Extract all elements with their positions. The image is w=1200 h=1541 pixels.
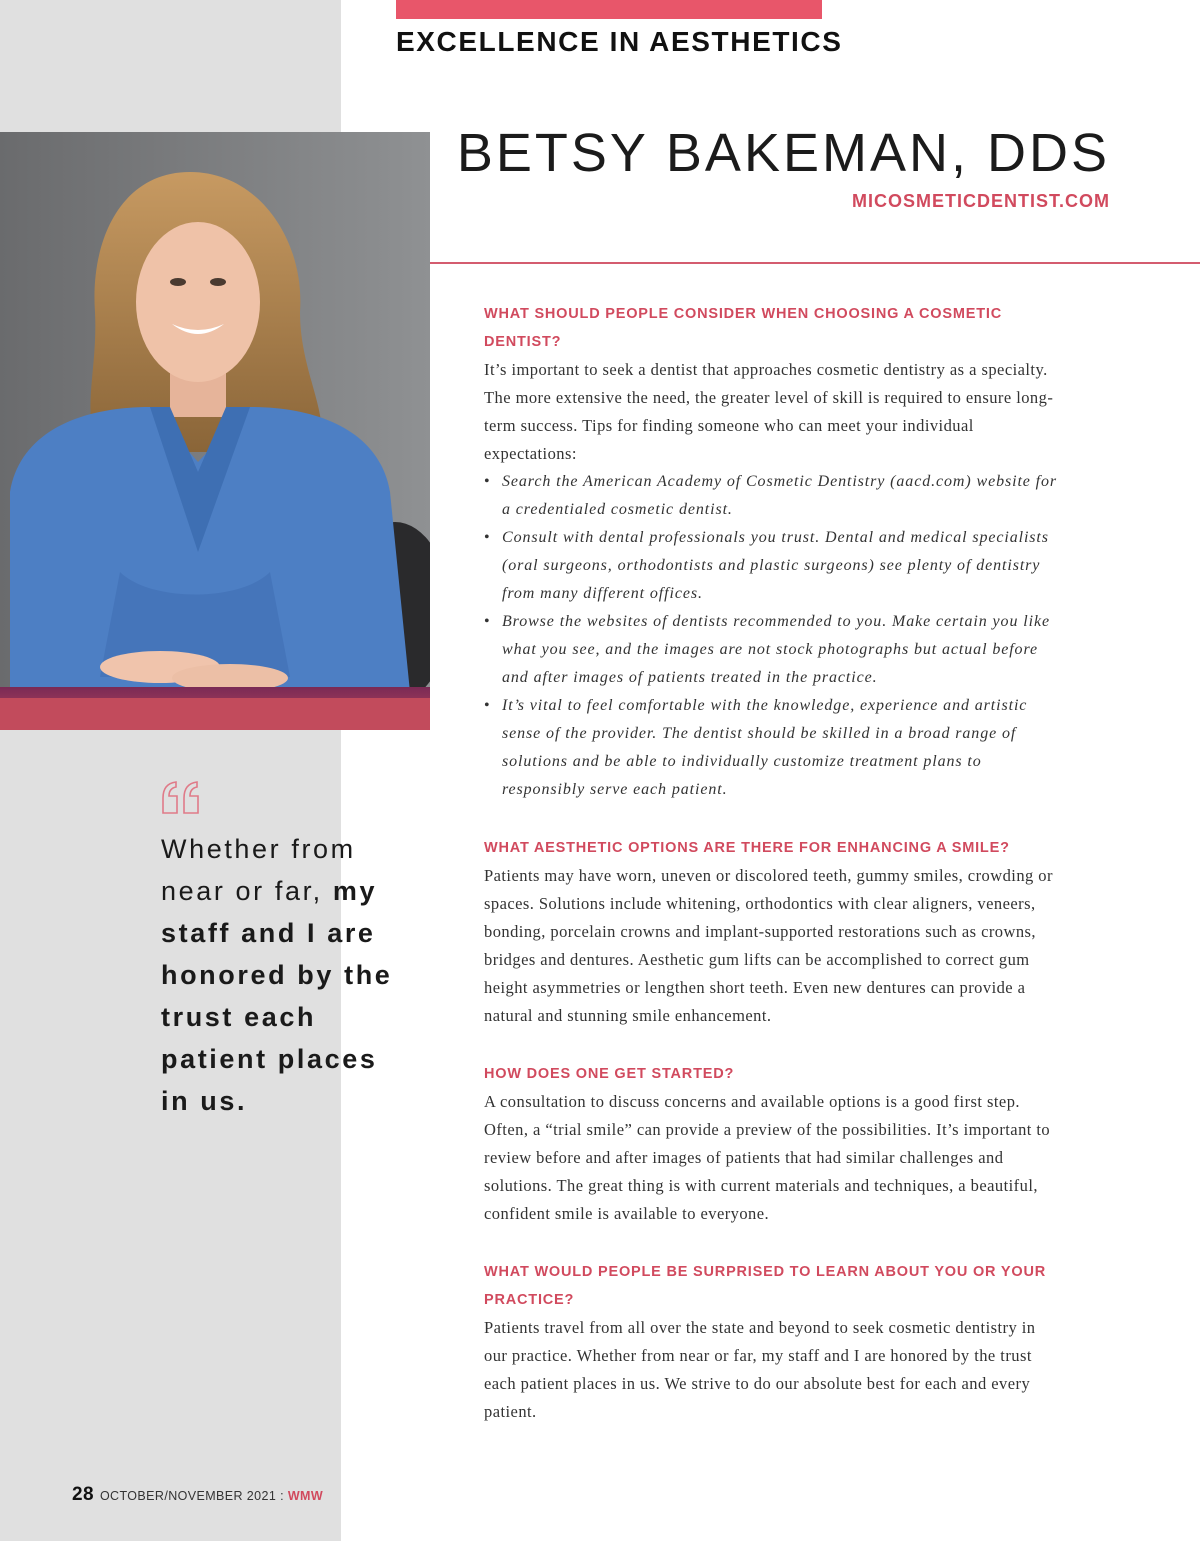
qa-section xyxy=(484,1258,1062,1426)
question-heading: WHAT AESTHETIC OPTIONS ARE THERE FOR ENHANCING A SMILE? xyxy=(484,840,1010,856)
portrait-photo xyxy=(0,132,430,730)
list-item: • Consult with dental professionals you trust. Dental and medical specialists (oral surgeons, orthodontists and plastic surgeons) see plenty of dentistry from many different offices. xyxy=(484,524,1062,608)
answer-text: A consultation to discuss concerns and available options is a good first step. Often, a “trial smile” can provide a preview of the possibilities. It’s important to review before and after images of patients that had similar challenges and solutions. The great thing is with current materials and techniques, a beautiful, confident smile is available to everyone. xyxy=(484,1092,1051,1223)
page-number: 28 xyxy=(72,1484,94,1505)
article-body xyxy=(484,300,1062,1456)
tips-list xyxy=(484,468,1062,804)
qa-section xyxy=(484,1060,1062,1228)
qa-section xyxy=(484,834,1062,1030)
quote-icon xyxy=(160,780,202,816)
brand-label: WMW xyxy=(287,1489,324,1503)
answer-text: It’s important to seek a dentist that approaches cosmetic dentistry as a specialty. The more extensive the need, the greater level of skill is required to ensure long-term success. Tips for finding someone who can meet your individual expectations: xyxy=(484,360,1054,463)
question-heading: HOW DOES ONE GET STARTED? xyxy=(484,1066,735,1082)
pull-quote-bold: my staff and I are honored by the trust each patient places in us. xyxy=(161,876,393,1116)
pull-quote xyxy=(161,828,401,1122)
issue-label: OCTOBER/NOVEMBER 2021 : xyxy=(99,1489,288,1503)
list-item: • Browse the websites of dentists recommended to you. Make certain you like what you see, and the images are not stock photographs but actual before and after images of patients treated in the practice. xyxy=(484,608,1062,692)
list-item: • It’s vital to feel comfortable with the knowledge, experience and artistic sense of the provider. The dentist should be skilled in a broad range of solutions and be able to individually customize treatment plans to responsibly serve each patient. xyxy=(484,692,1062,804)
doctor-name: BETSY BAKEMAN, DDS xyxy=(456,123,1110,183)
pull-quote-lead: Whether from near or far, xyxy=(161,834,356,906)
top-accent-bar xyxy=(396,0,822,19)
website-link[interactable]: MICOSMETICDENTIST.COM xyxy=(852,191,1110,211)
question-heading: WHAT WOULD PEOPLE BE SURPRISED TO LEARN ABOUT YOU OR YOUR PRACTICE? xyxy=(484,1264,1046,1308)
header-divider xyxy=(430,262,1200,264)
question-heading: WHAT SHOULD PEOPLE CONSIDER WHEN CHOOSING A COSMETIC DENTIST? xyxy=(484,306,1002,350)
answer-text: Patients may have worn, uneven or discolored teeth, gummy smiles, crowding or spaces. Solutions include whitening, orthodontics with clear aligners, veneers, bonding, porcelain crowns and implant-supported restorations such as crowns, bridges and dentures. Aesthetic gum lifts can be accomplished to correct gum height asymmetries or lengthen short teeth. Even new dentures can provide a natural and stunning smile enhancement. xyxy=(484,866,1053,1025)
answer-text: Patients travel from all over the state and beyond to seek cosmetic dentistry in our practice. Whether from near or far, my staff and I are honored by the trust each patient places in us. We strive to do our absolute best for each and every patient. xyxy=(484,1318,1036,1421)
list-item: • Search the American Academy of Cosmetic Dentistry (aacd.com) website for a credentialed cosmetic dentist. xyxy=(484,468,1062,524)
page-footer xyxy=(72,1484,323,1506)
section-title: EXCELLENCE IN AESTHETICS xyxy=(396,26,843,57)
qa-section xyxy=(484,300,1062,804)
